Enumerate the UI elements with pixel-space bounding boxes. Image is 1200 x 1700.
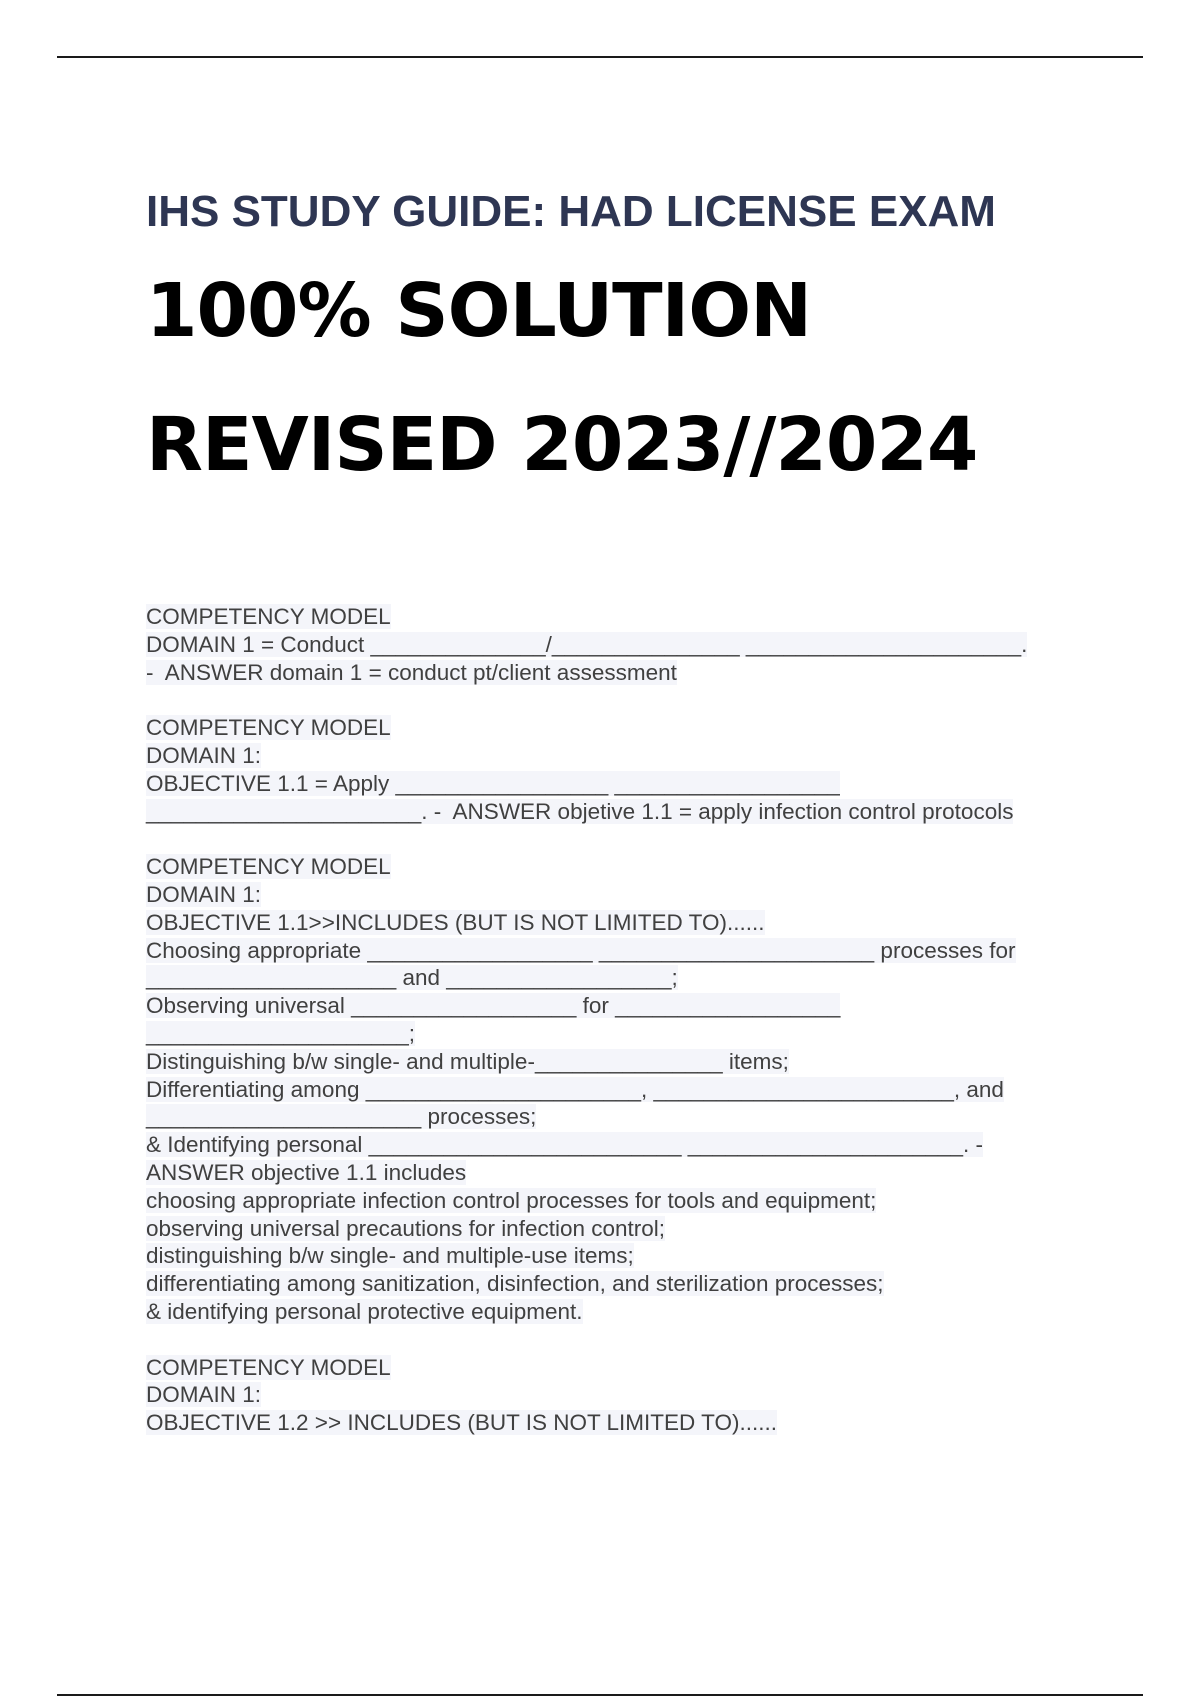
qa-block [146, 714, 1086, 825]
text-line: & identifying personal protective equipment. [146, 1298, 583, 1324]
top-rule [57, 56, 1143, 58]
document-body [146, 603, 1086, 1437]
text-line: & Identifying personal _________________________ ______________________. - [146, 1132, 984, 1158]
headline-solution: 100% SOLUTION [146, 268, 812, 354]
text-line: DOMAIN 1: [146, 1382, 262, 1408]
text-line: COMPETENCY MODEL [146, 715, 391, 741]
text-line: OBJECTIVE 1.1>>INCLUDES (BUT IS NOT LIMITED TO)...... [146, 909, 765, 935]
text-line: DOMAIN 1: [146, 881, 262, 907]
text-line: OBJECTIVE 1.2 >> INCLUDES (BUT IS NOT LIMITED TO)...... [146, 1410, 777, 1436]
text-line: _____________________; [146, 1020, 416, 1046]
text-line: ____________________ and __________________; [146, 965, 678, 991]
text-line: Observing universal __________________ for __________________ [146, 993, 841, 1019]
text-line: ______________________. - ANSWER objetive 1.1 = apply infection control protocols [146, 798, 1014, 824]
text-line: Choosing appropriate __________________ ______________________ processes for [146, 937, 1016, 963]
document-title: IHS STUDY GUIDE: HAD LICENSE EXAM [146, 187, 996, 236]
qa-block [146, 853, 1086, 1326]
text-line: choosing appropriate infection control processes for tools and equipment; [146, 1187, 877, 1213]
text-line: differentiating among sanitization, disinfection, and sterilization processes; [146, 1271, 884, 1297]
text-line: DOMAIN 1: [146, 742, 262, 768]
text-line: Distinguishing b/w single- and multiple-_______________ items; [146, 1048, 789, 1074]
text-line: - ANSWER domain 1 = conduct pt/client assessment [146, 659, 677, 685]
text-line: distinguishing b/w single- and multiple-use items; [146, 1243, 634, 1269]
headline-revised: REVISED 2023//2024 [146, 402, 978, 488]
qa-block [146, 1354, 1086, 1437]
text-line: ______________________ processes; [146, 1104, 537, 1130]
qa-block [146, 603, 1086, 686]
text-line: ANSWER objective 1.1 includes [146, 1159, 467, 1185]
title-block [146, 187, 1106, 488]
text-line: COMPETENCY MODEL [146, 854, 391, 880]
text-line: observing universal precautions for infection control; [146, 1215, 666, 1241]
bottom-rule [57, 1694, 1143, 1696]
text-line: COMPETENCY MODEL [146, 1354, 391, 1380]
text-line: Differentiating among ______________________, ________________________, and [146, 1076, 1004, 1102]
text-line: COMPETENCY MODEL [146, 604, 391, 629]
text-line: DOMAIN 1 = Conduct ______________/_______________ ______________________. [146, 631, 1028, 657]
text-line: OBJECTIVE 1.1 = Apply _________________ __________________ [146, 770, 840, 796]
